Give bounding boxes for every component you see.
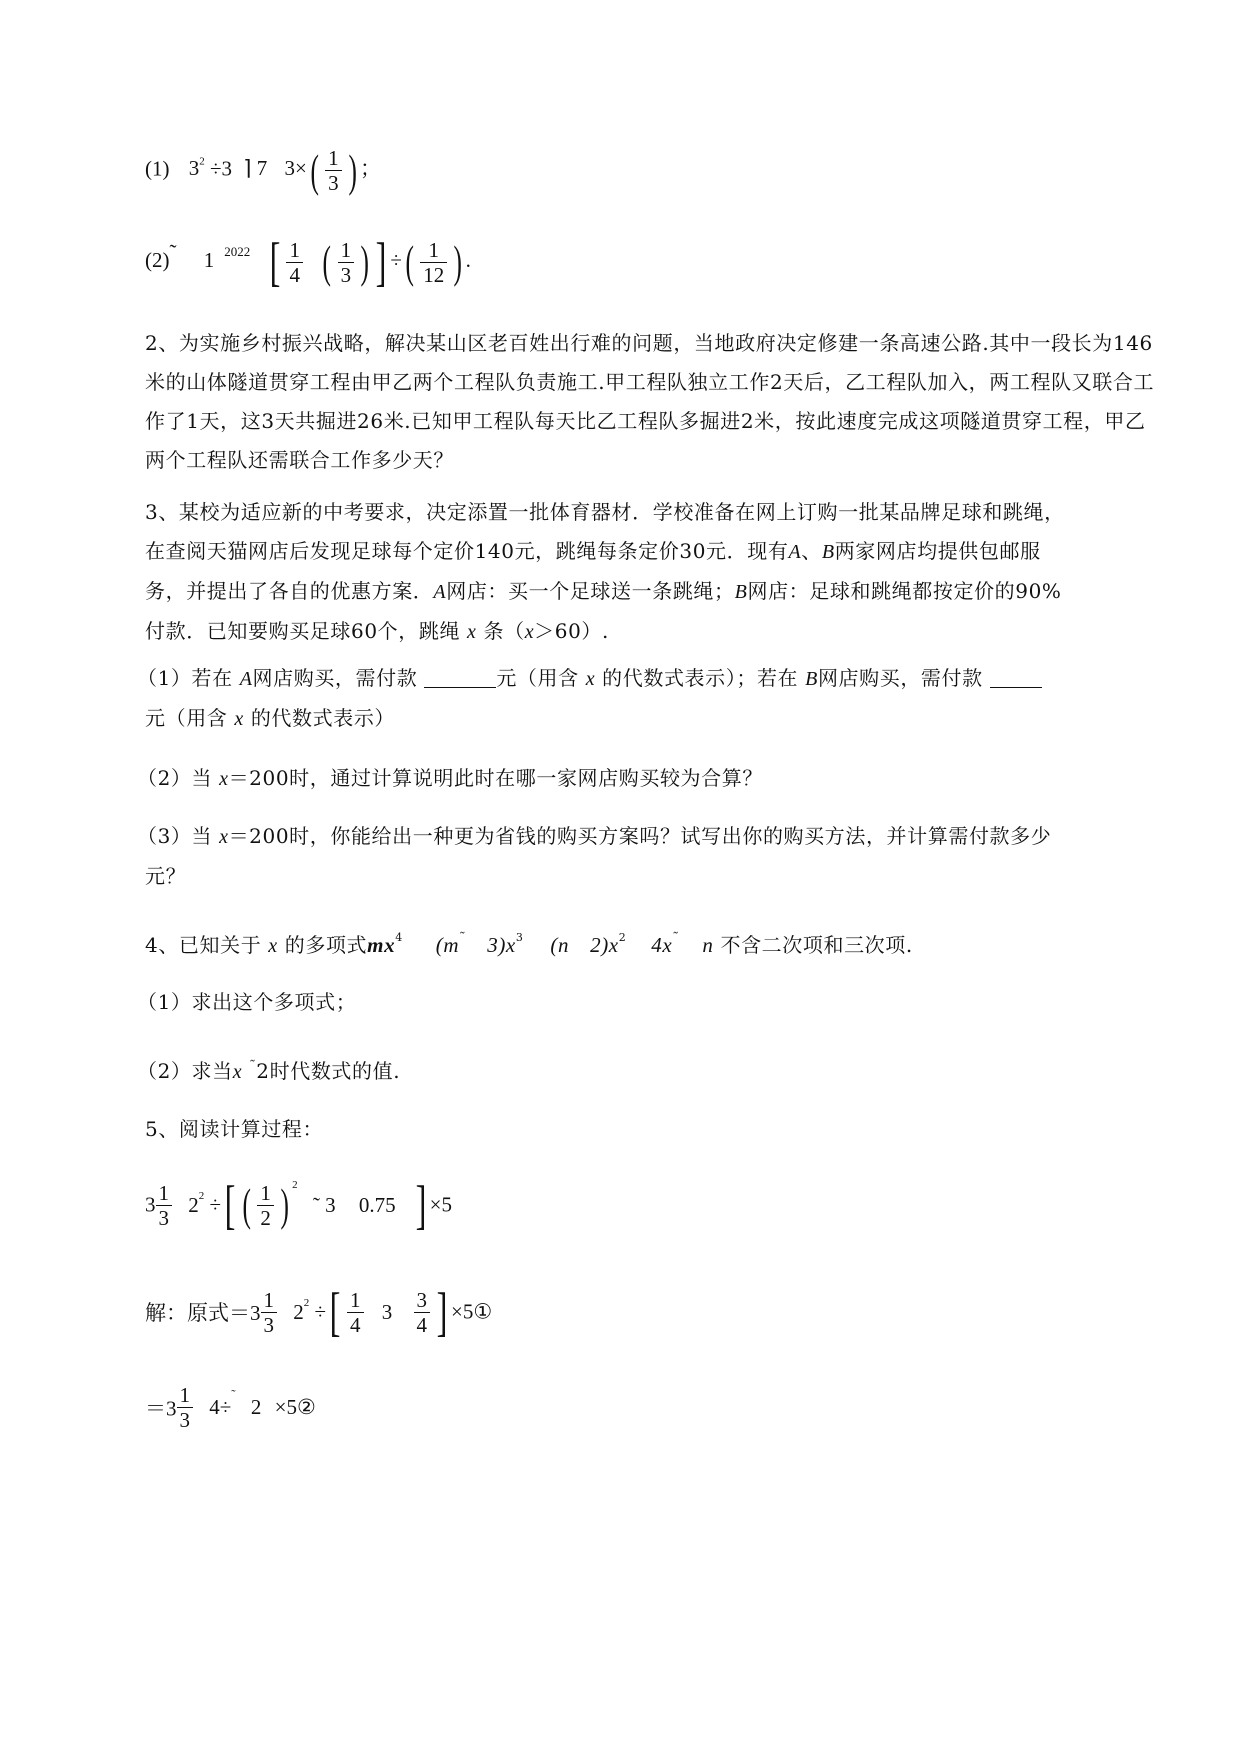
q5-expression: 3 $\frac{1}{3}$ $2^2$ ÷[ ( $\frac{1}{2}$ ) $^2$ ˜ 3 0.75 ] ×5 <box>145 1175 452 1235</box>
q5-step1: 解：原式＝3 $\frac{1}{3}$ $2^2$ ÷[ $\frac{1}{4}$ 3 $\frac{3}{4}$ ] ×5① <box>145 1282 493 1342</box>
q5-title: 5、阅读计算过程： <box>145 1117 324 1141</box>
q4-sub2: （2）求当x ˜2时代数式的值. <box>137 1059 401 1083</box>
q4-sub1: （1）求出这个多项式； <box>137 990 357 1014</box>
q3-answer-blank-b[interactable] <box>990 687 1042 688</box>
q1-part2-div: ÷ <box>390 247 402 272</box>
q1-part1-label: (1) <box>145 156 170 181</box>
q3-line1: 3、某校为适应新的中考要求，决定添置一批体育器材．学校准备在网上订购一批某品牌足球和跳绳， <box>145 500 1065 524</box>
q1-part2: (2)˜ 1 $^{2022}$ [ $\frac{1}{4}$ ( $\frac{1}{3}$ ) ] ÷( $\frac{1}{12}$ ) . <box>145 232 471 292</box>
q1-part1-div: ÷3 <box>210 156 233 181</box>
q1-part2-end: . <box>465 247 471 272</box>
q1-part2-frac1: $\frac{1}{4}$ <box>286 238 303 287</box>
q3-line4: 付款．已知要购买足球60个，跳绳 x 条（x＞60）. <box>145 619 609 643</box>
q1-part2-tilde: ˜ <box>169 239 177 264</box>
question-2: 2、为实施乡村振兴战略，解决某山区老百姓出行难的问题，当地政府决定修建一条高速公路.其中一段长为146米的山体隧道贯穿工程由甲乙两个工程队负责施工.甲工程队独立工作2天后，乙工程队加入，两工程队又联合工作了1天，这3天共掘进26米.已知甲工程队每天比乙工程队多掘进2米，按此速度完成这项隧道贯穿工程，甲乙两个工程队还需联合工作多少天？ <box>145 331 1155 472</box>
q1-part1-term: ⌉ 7 <box>243 156 268 181</box>
q1-part1-mul: 3× <box>284 156 307 181</box>
q1-part2-frac2: $\frac{1}{3}$ <box>338 238 355 287</box>
q3-sub3: （3）当 x＝200时，你能给出一种更为省钱的购买方案吗？试写出你的购买方法，并计算需付款多少 元？ <box>137 824 1052 888</box>
q3-answer-blank-a[interactable] <box>424 687 496 688</box>
question-4: 4、已知关于 x 的多项式$mx^4$ (m˜ $3)x^3$ (n $2)x^2$ 4x˜ n 不含二次项和三次项. <box>145 931 913 957</box>
q3-line3: 务，并提出了各自的优惠方案．A网店：买一个足球送一条跳绳；B网店：足球和跳绳都按定价的90% <box>145 579 1062 603</box>
q1-part2-frac3: $\frac{1}{12}$ <box>420 238 447 287</box>
q1-part1-end: ； <box>359 156 381 181</box>
q1-part2-one: 1 <box>203 247 215 272</box>
q1-part1-fraction: $\frac{1}{3}$ <box>325 146 342 195</box>
q1-part1-base: 3 <box>188 156 200 181</box>
q3-line2: 在查阅天猫网店后发现足球每个定价140元，跳绳每条定价30元．现有A、B两家网店均提供包邮服 <box>145 539 1041 563</box>
q5-step2: ＝3 $\frac{1}{3}$ 4÷˜ 2 ×5② <box>145 1383 316 1432</box>
question-3 <box>145 493 1165 652</box>
q3-sub1: （1）若在 A网店购买，需付款 元（用含 x 的代数式表示）；若在 B网店购买，需付款 元（用含 x 的代数式表示） <box>137 659 1157 739</box>
q1-part1-exp: 2 <box>199 155 205 168</box>
q1-part1: (1) $3^2 \div 3$ ⌉ 7 3×( $\frac{1}{3}$ ) ； <box>145 144 381 196</box>
q3-sub2: （2）当 x＝200时，通过计算说明此时在哪一家网店购买较为合算？ <box>137 766 763 790</box>
q1-part2-label: (2) <box>145 247 170 272</box>
q1-part2-exp: 2022 <box>224 243 251 259</box>
